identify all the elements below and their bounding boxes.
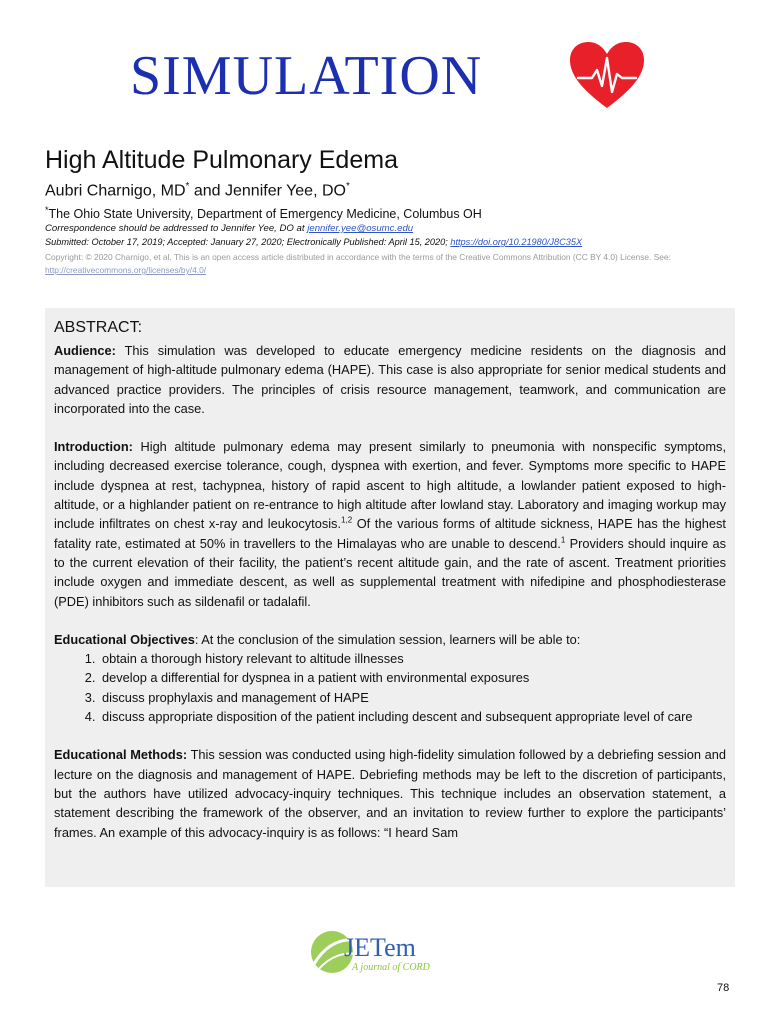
correspondence-email-link[interactable]: jennifer.yee@osumc.edu xyxy=(307,223,414,234)
list-item: 1. obtain a thorough history relevant to altitude illnesses xyxy=(99,649,726,668)
correspondence xyxy=(45,223,413,234)
reference-superscript: 1,2 xyxy=(341,516,353,526)
author-2-mark: * xyxy=(345,181,350,192)
license-notice xyxy=(45,251,735,277)
article-title: High Altitude Pulmonary Edema xyxy=(45,146,398,174)
masthead-title: SIMULATION xyxy=(130,45,483,107)
affiliation-mark: * xyxy=(45,205,49,215)
abstract-heading: ABSTRACT: xyxy=(54,319,143,336)
dates-text: Submitted: October 17, 2019; Accepted: January 27, 2020; Electronically Published: April 15, 2020; xyxy=(45,237,451,247)
reference-superscript: 1 xyxy=(560,535,566,545)
objectives-label: Educational Objectives xyxy=(54,631,195,647)
correspondence-prefix: Correspondence should be addressed to Jennifer Yee, DO at xyxy=(45,223,308,234)
authors xyxy=(45,181,350,200)
author-2: and Jennifer Yee, DO xyxy=(189,182,346,200)
audience-paragraph xyxy=(54,341,726,418)
logo-subtext: A journal of CORD xyxy=(352,962,430,973)
abstract-box xyxy=(45,308,735,887)
objectives-intro: : At the conclusion of the simulation session, learners will be able to: xyxy=(194,631,581,647)
objectives-list xyxy=(54,649,726,726)
audience-text: This simulation was developed to educate emergency medicine residents on the diagnosis and management of high-altitude pulmonary edema (HAPE). This case is also appropriate for senior medical students and advanced practice providers. The principles of crisis resource management, teamwork, and communication are incorporated into the case. xyxy=(54,343,726,416)
list-item: 2. develop a differential for dyspnea in a patient with environmental exposures xyxy=(99,668,726,687)
affiliation xyxy=(45,205,482,221)
author-1-mark: * xyxy=(185,181,190,192)
introduction-text-3: Providers should inquire as to the current elevation of their facility, the patient’s recent altitude gain, and the rate of ascent. Treatment priorities include oxygen and immediate descent, as well as supplemental treatment with nifedipine and phosphodiesterase (PDE) inhibitors such as sildenafil or tadalafil. xyxy=(54,535,726,609)
methods-paragraph xyxy=(54,745,726,841)
introduction-text-2: Of the various forms of altitude sickness, HAPE has the highest fatality rate, estimated at 50% in travellers to the Himalayas who are unable to descend. xyxy=(54,516,726,551)
objectives-heading xyxy=(54,630,726,649)
introduction-paragraph xyxy=(54,437,726,611)
heart-pulse-icon xyxy=(570,42,644,110)
list-item: 4. discuss appropriate disposition of the patient including descent and subsequent appropriate level of care xyxy=(99,707,726,726)
license-link[interactable]: http://creativecommons.org/licenses/by/4.0/ xyxy=(45,265,207,275)
page-number: 78 xyxy=(717,982,730,994)
doi-link[interactable]: https://doi.org/10.21980/J8C35X xyxy=(450,237,583,247)
methods-text: This session was conducted using high-fidelity simulation followed by a debriefing session and lecture on the diagnosis and management of HAPE. Debriefing methods may be left to the discretion of participants, but the authors have utilized advocacy-inquiry techniques. This technique includes an observation statement, a statement describing the framework of the observer, and an invitation to review further to explore the participants’ frames. An example of this advocacy-inquiry is as follows: “I heard Sam xyxy=(54,747,726,840)
introduction-text-1: High altitude pulmonary edema may present similarly to pneumonia with nonspecific symptoms, including decreased exercise tolerance, cough, dyspnea with exertion, and fever. Symptoms more specific to HAPE include dyspnea at rest, tachypnea, history of rapid ascent to high altitude, a lowlander patient exposed to high-altitude, or a highlander patient on re-entrance to high altitude after lowland stay. Laboratory and imaging workup may include infiltrates on chest x-ray and leukocytosis. xyxy=(54,439,726,532)
publication-dates xyxy=(45,237,582,247)
methods-label: Educational Methods: xyxy=(54,747,188,763)
license-text: Copyright: © 2020 Charnigo, et al. This is an open access article distributed in accordance with the terms of the Creative Commons Attribution (CC BY 4.0) License. See: xyxy=(45,252,671,262)
logo-text: JETem xyxy=(344,933,416,962)
abstract-content xyxy=(54,318,726,861)
affiliation-text: The Ohio State University, Department of Emergency Medicine, Columbus OH xyxy=(48,207,482,222)
jetem-logo xyxy=(300,926,450,982)
list-item: 3. discuss prophylaxis and management of HAPE xyxy=(99,688,726,707)
masthead xyxy=(0,40,770,135)
author-1: Aubri Charnigo, MD xyxy=(45,182,186,200)
audience-label: Audience: xyxy=(54,343,116,358)
introduction-label: Introduction: xyxy=(54,439,133,455)
